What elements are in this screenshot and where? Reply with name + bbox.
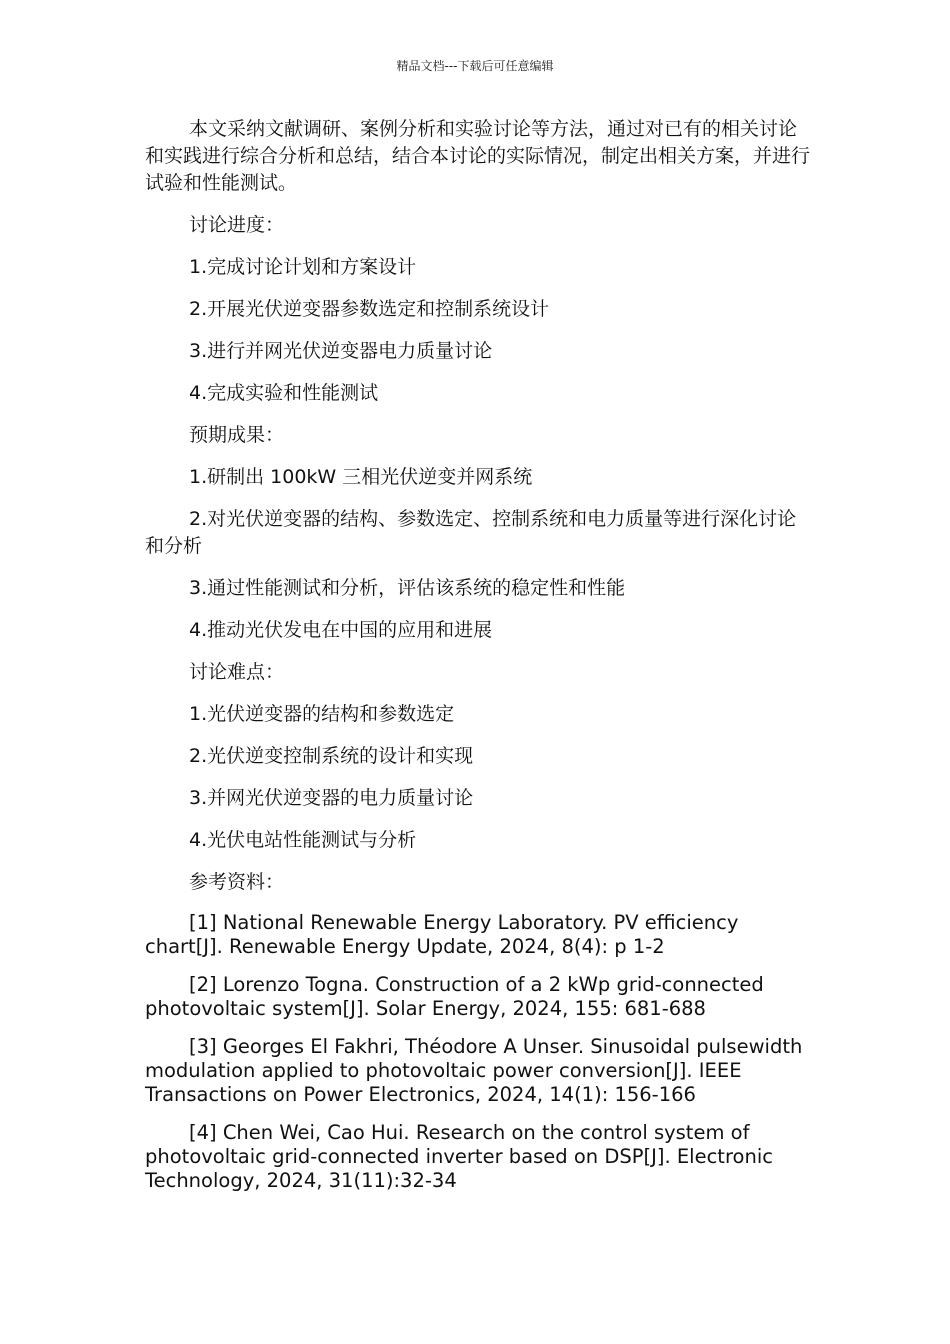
progress-item-1: 1.完成讨论计划和方案设计	[189, 256, 417, 278]
difficulties-heading: 讨论难点：	[189, 661, 285, 683]
results-item-3: 3.通过性能测试和分析，评估该系统的稳定性和性能	[189, 577, 626, 599]
results-item-1: 1.研制出 100kW 三相光伏逆变并网系统	[189, 466, 533, 488]
difficulties-item-4: 4.光伏电站性能测试与分析	[189, 829, 417, 851]
difficulties-item-1: 1.光伏逆变器的结构和参数选定	[189, 703, 455, 725]
results-heading: 预期成果：	[189, 424, 285, 446]
reference-item: [3] Georges El Fakhri, Théodore A Unser. Sinusoidal pulsewidth modulation applied to photovoltaic power conversion[J]. IEEE Transactions on Power Electronics, 2024, 14(1): 156-166	[145, 1035, 803, 1106]
progress-heading: 讨论进度：	[189, 214, 285, 236]
difficulties-item-2: 2.光伏逆变控制系统的设计和实现	[189, 745, 474, 767]
progress-item-3: 3.进行并网光伏逆变器电力质量讨论	[189, 340, 493, 362]
intro-paragraph: 本文采纳文献调研、案例分析和实验讨论等方法，通过对已有的相关讨论和实践进行综合分析和总结，结合本讨论的实际情况，制定出相关方案，并进行试验和性能测试。	[145, 118, 811, 194]
page-header: 精品文档---下载后可任意编辑	[396, 59, 554, 73]
reference-item: [2] Lorenzo Togna. Construction of a 2 kWp grid-connected photovoltaic system[J]. Solar Energy, 2024, 155: 681-688	[145, 973, 764, 1020]
results-item-4: 4.推动光伏发电在中国的应用和进展	[189, 619, 493, 641]
progress-item-4: 4.完成实验和性能测试	[189, 382, 379, 404]
results-item-2: 2.对光伏逆变器的结构、参数选定、控制系统和电力质量等进行深化讨论和分析	[145, 508, 797, 557]
progress-item-2: 2.开展光伏逆变器参数选定和控制系统设计	[189, 298, 550, 320]
reference-item: [1] National Renewable Energy Laboratory. PV efficiency chart[J]. Renewable Energy Update, 2024, 8(4): p 1-2	[145, 911, 739, 958]
difficulties-item-3: 3.并网光伏逆变器的电力质量讨论	[189, 787, 474, 809]
reference-item: [4] Chen Wei, Cao Hui. Research on the control system of photovoltaic grid-connected inverter based on DSP[J]. Electronic Technology, 2024, 31(11):32-34	[145, 1121, 773, 1192]
document-body	[145, 116, 810, 1207]
references-heading: 参考资料：	[189, 871, 285, 893]
reference-list	[145, 911, 810, 1193]
